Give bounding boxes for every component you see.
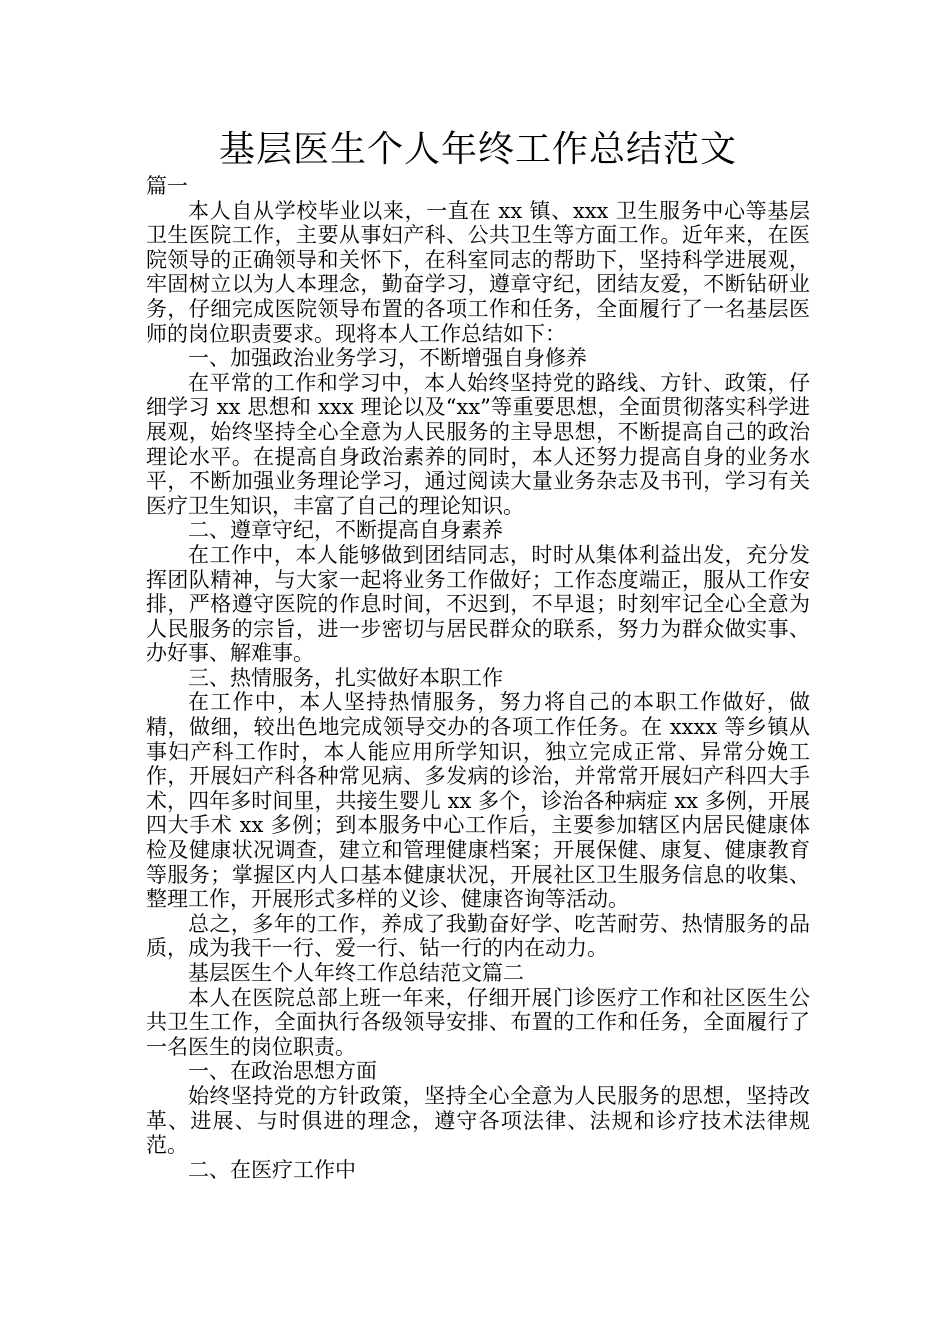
paragraph: 在平常的工作和学习中，本人始终坚持党的路线、方针、政策，仔细学习 xx 思想和 xxx 理论以及“xx”等重要思想，全面贯彻落实科学进展观，始终坚持全心全意为人民服务的主导思想，不断提高自己的政治理论水平。在提高自身政治素养的同时，本人还努力提高自身的业务水平，不断加强业务理论学习，通过阅读大量业务杂志及书刊，学习有关医疗卫生知识，丰富了自己的理论知识。: [146, 370, 810, 518]
paragraph: 二、在医疗工作中: [188, 1157, 356, 1182]
document-title: 基层医生个人年终工作总结范文: [218, 129, 737, 170]
paragraph: 始终坚持党的方针政策，坚持全心全意为人民服务的思想，坚持改革、进展、与时俱进的理念，遵守各项法律、法规和诊疗技术法律规范。: [146, 1083, 810, 1158]
paragraph: 本人自从学校毕业以来，一直在 xx 镇、xxx 卫生服务中心等基层卫生医院工作，主要从事妇产科、公共卫生等方面工作。近年来，在医院领导的正确领导和关怀下，在科室同志的帮助下，坚持科学进展观，牢固树立以为人本理念，勤奋学习，遵章守纪，团结友爱，不断钻研业务，仔细完成医院领导布置的各项工作和任务，全面履行了一名基层医师的岗位职责要求。现将本人工作总结如下：: [146, 198, 810, 346]
paragraph: 在工作中，本人坚持热情服务，努力将自己的本职工作做好，做精，做细，较出色地完成领导交办的各项工作任务。在 xxxx 等乡镇从事妇产科工作时，本人能应用所学知识，独立完成正常、异常分娩工作，开展妇产科各种常见病、多发病的诊治，并常常开展妇产科四大手术，四年多时间里，共接生婴儿 xx 多个，诊治各种病症 xx 多例，开展四大手术 xx 多例；到本服务中心工作后，主要参加辖区内居民健康体检及健康状况调查，建立和管理健康档案；开展保健、康复、健康教育等服务；掌握区内人口基本健康状况，开展社区卫生服务信息的收集、整理工作，开展形式多样的义诊、健康咨询等活动。: [146, 690, 810, 912]
paragraph: 一、在政治思想方面: [188, 1059, 377, 1084]
paragraph: 篇一: [146, 174, 188, 198]
document-page: [146, 126, 810, 1182]
paragraph: 本人在医院总部上班一年来，仔细开展门诊医疗工作和社区医生公共卫生工作，全面执行各级领导安排、布置的工作和任务，全面履行了一名医生的岗位职责。: [146, 985, 810, 1059]
paragraph: 二、遵章守纪，不断提高自身素养: [188, 518, 503, 543]
paragraph: 基层医生个人年终工作总结范文篇二: [188, 961, 524, 985]
paragraph: 一、加强政治业务学习，不断增强自身修养: [188, 346, 587, 371]
paragraph: 三、热情服务，扎实做好本职工作: [188, 665, 503, 690]
paragraph: 总之，多年的工作，养成了我勤奋好学、吃苦耐劳、热情服务的品质，成为我干一行、爱一行、钻一行的内在动力。: [146, 911, 810, 961]
document-body: [146, 174, 810, 1182]
paragraph: 在工作中，本人能够做到团结同志，时时从集体利益出发，充分发挥团队精神，与大家一起将业务工作做好；工作态度端正，服从工作安排，严格遵守医院的作息时间，不迟到，不早退；时刻牢记全心全意为人民服务的宗旨，进一步密切与居民群众的联系，努力为群众做实事、办好事、解难事。: [146, 542, 810, 666]
